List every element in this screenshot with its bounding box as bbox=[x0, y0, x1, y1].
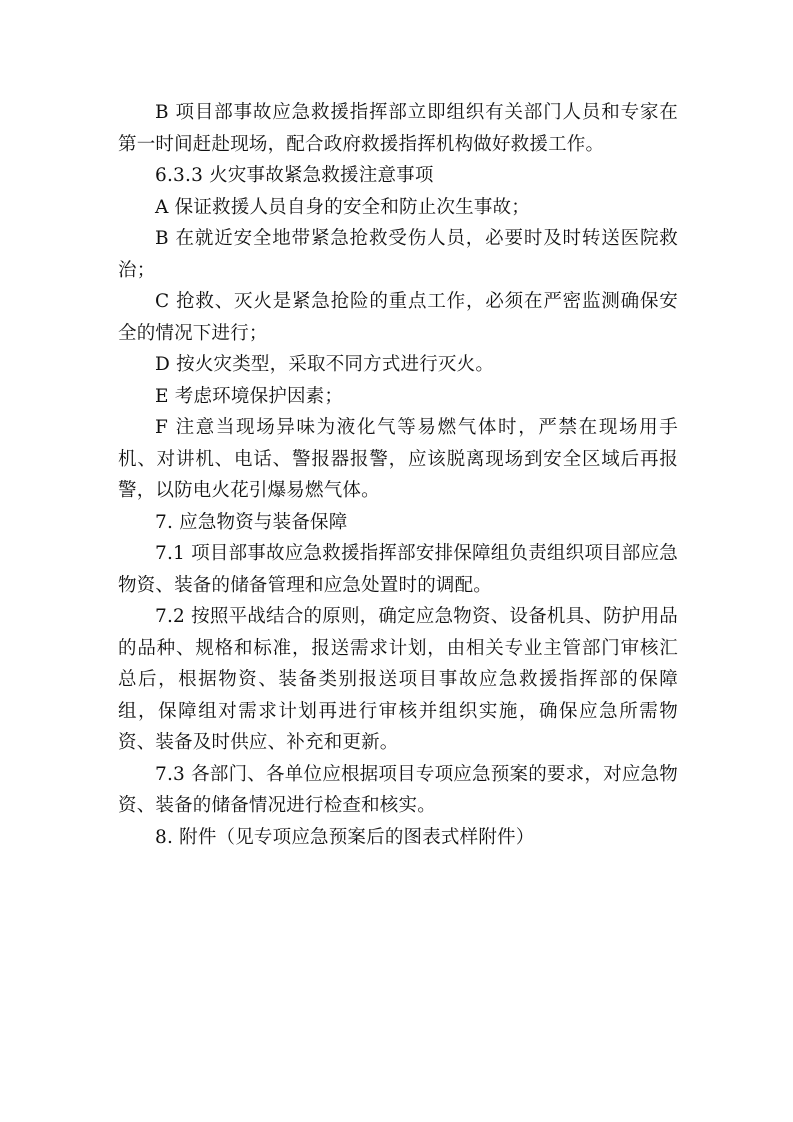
heading-7: 7. 应急物资与装备保障 bbox=[155, 511, 348, 533]
paragraph-item-e: E 考虑环境保护因素； bbox=[155, 385, 344, 407]
paragraph-item-a: A 保证救援人员自身的安全和防止次生事故； bbox=[155, 196, 530, 218]
paragraph-7-2: 7.2 按照平战结合的原则，确定应急物资、设备机具、防护用品的品种、规格和标准，报送需求计划，由相关专业主管部门审核汇总后，根据物资、装备类别报送项目事故应急救援指挥部的保障组，保障组对需求计划再进行审核并组织实施，确保应急所需物资、装备及时供应、补充和更新。 bbox=[118, 606, 678, 753]
paragraph-item-b: B 在就近安全地带紧急抢救受伤人员，必要时及时转送医院救治； bbox=[118, 228, 678, 281]
heading-8: 8. 附件（见专项应急预案后的图表式样附件） bbox=[155, 826, 535, 848]
heading-6-3-3: 6.3.3 火灾事故紧急救援注意事项 bbox=[155, 165, 434, 186]
paragraph-7-1: 7.1 项目部事故应急救援指挥部安排保障组负责组织项目部应急物资、装备的储备管理和应急处置时的调配。 bbox=[118, 543, 678, 596]
paragraph-item-d: D 按火灾类型，采取不同方式进行灭火。 bbox=[155, 354, 495, 375]
paragraph-item-f: F 注意当现场异味为液化气等易燃气体时，严禁在现场用手机、对讲机、电话、警报器报警，应该脱离现场到安全区域后再报警，以防电火花引爆易燃气体。 bbox=[118, 417, 678, 501]
paragraph-item-c: C 抢救、灭火是紧急抢险的重点工作，必须在严密监测确保安全的情况下进行； bbox=[118, 291, 678, 344]
paragraph-rescue-experts: B 项目部事故应急救援指挥部立即组织有关部门人员和专家在第一时间赶赴现场，配合政府救援指挥机构做好救援工作。 bbox=[118, 102, 678, 155]
paragraph-7-3: 7.3 各部门、各单位应根据项目专项应急预案的要求，对应急物资、装备的储备情况进行检查和核实。 bbox=[118, 763, 678, 816]
document-body bbox=[118, 97, 678, 853]
